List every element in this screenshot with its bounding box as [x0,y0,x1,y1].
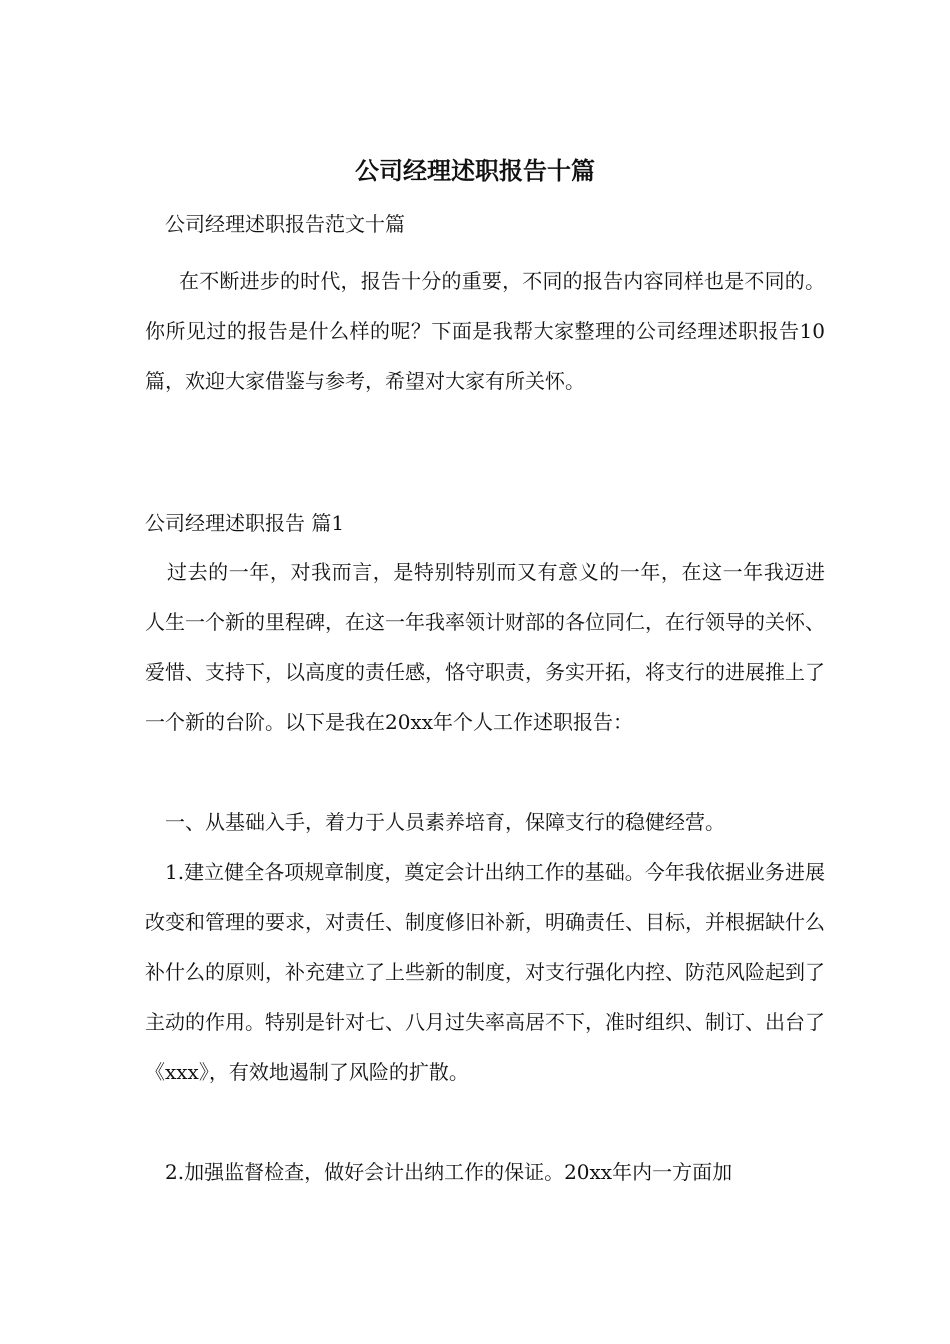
body-paragraph: 过去的一年，对我而言，是特别特别而又有意义的一年，在这一年我迈进人生一个新的里程碑，在这一年我率领计财部的各位同仁，在行领导的关怀、爱惜、支持下，以高度的责任感，恪守职责，务实开拓，将支行的进展推上了一个新的台阶。以下是我在20xx年个人工作述职报告： [145,560,825,734]
section-heading: 公司经理述职报告 篇1 [145,511,345,535]
document-subtitle: 公司经理述职报告范文十篇 [165,212,405,236]
document-title: 公司经理述职报告十篇 [355,156,595,185]
body-paragraph: 1.建立健全各项规章制度，奠定会计出纳工作的基础。今年我依据业务进展改变和管理的要求，对责任、制度修旧补新，明确责任、目标，并根据缺什么补什么的原则，补充建立了上些新的制度，对支行强化内控、防范风险起到了主动的作用。特别是针对七、八月过失率高居不下，准时组织、制订、出台了《xxx》，有效地遏制了风险的扩散。 [145,860,825,1084]
intro-paragraph: 在不断进步的时代，报告十分的重要，不同的报告内容同样也是不同的。你所见过的报告是什么样的呢？下面是我帮大家整理的公司经理述职报告10篇，欢迎大家借鉴与参考，希望对大家有所关怀。 [145,269,825,393]
body-paragraph: 2.加强监督检查，做好会计出纳工作的保证。20xx年内一方面加 [165,1160,733,1184]
body-paragraph: 一、从基础入手，着力于人员素养培育，保障支行的稳健经营。 [165,810,725,834]
